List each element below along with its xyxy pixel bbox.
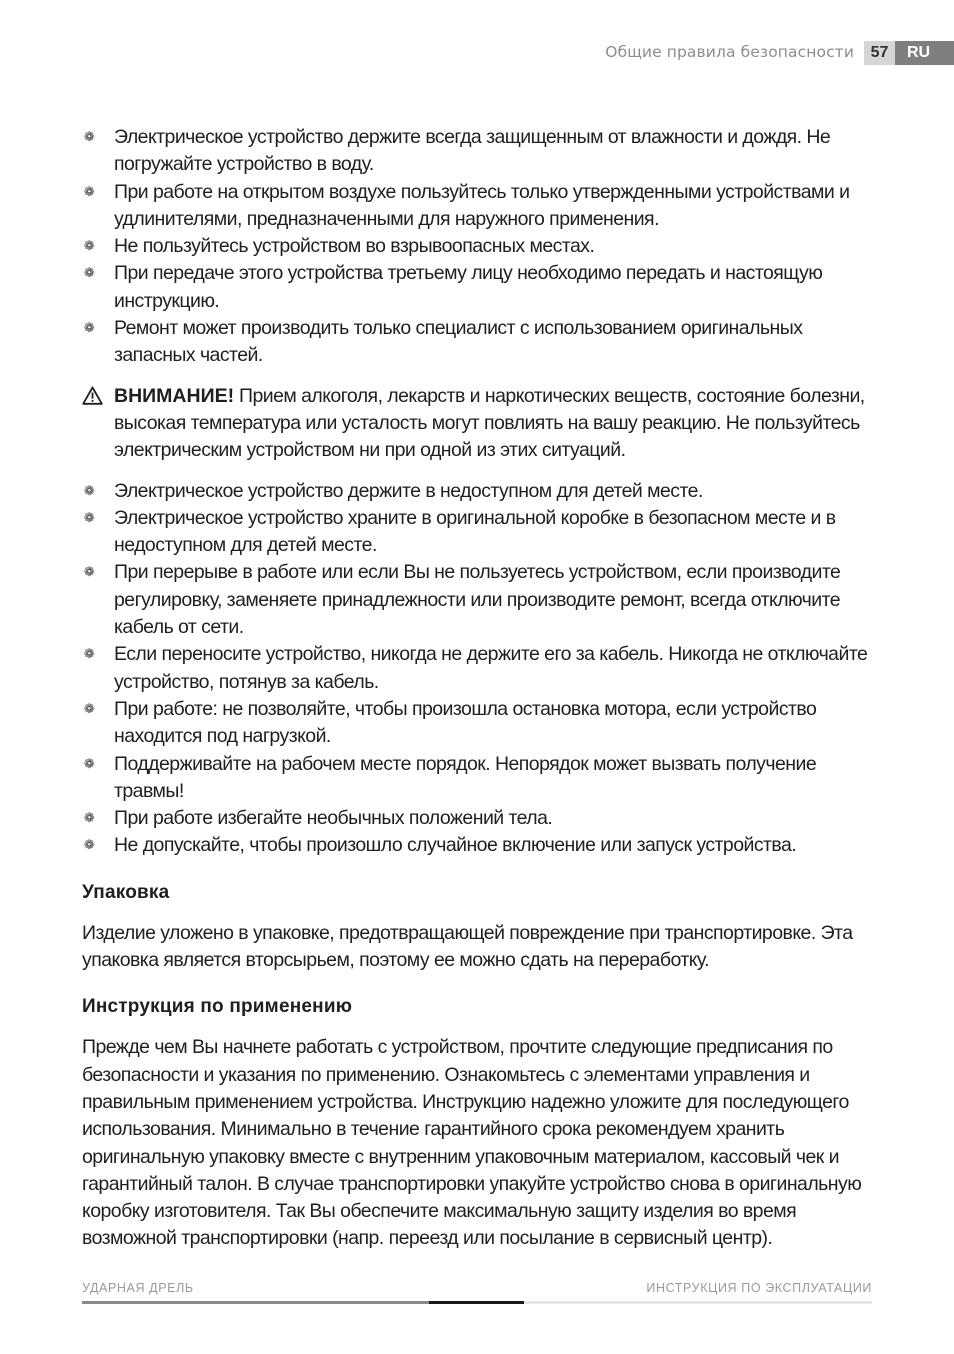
list-item-text: При перерыве в работе или если Вы не пользуетесь устройством, если производите регулировку, заменяете принадлежности или производите ремонт, всегда отключите кабель от сети. <box>114 561 841 639</box>
bullet-icon: ❁ <box>83 646 95 662</box>
list-item-text: Не допускайте, чтобы произошло случайное включение или запуск устройства. <box>114 834 797 857</box>
footer-rule-center <box>429 1301 524 1304</box>
bullet-icon: ❁ <box>83 320 95 336</box>
warning-triangle-icon <box>82 386 103 405</box>
list-item <box>82 179 878 234</box>
list-item-text: При работе избегайте необычных положений тела. <box>114 807 553 830</box>
running-header-title: Общие правила безопасности <box>605 43 854 61</box>
page-content <box>82 124 878 1253</box>
list-item <box>82 233 878 260</box>
safety-list-2 <box>82 478 878 860</box>
bullet-icon: ❁ <box>83 238 95 254</box>
bullet-icon: ❁ <box>83 129 95 144</box>
list-item-text: Не пользуйтесь устройством во взрывоопасных местах. <box>114 235 595 258</box>
footer-document-name: ИНСТРУКЦИЯ ПО ЭКСПЛУАТАЦИИ <box>646 1281 872 1295</box>
list-item <box>82 124 878 179</box>
list-item <box>82 641 878 696</box>
bullet-icon: ❁ <box>83 810 95 826</box>
list-item <box>82 315 878 370</box>
instructions-heading: Инструкция по применению <box>82 996 353 1018</box>
warning-block <box>82 383 878 465</box>
bullet-icon: ❁ <box>83 509 95 525</box>
bullet-icon: ❁ <box>83 183 95 199</box>
list-item <box>82 505 878 560</box>
footer-rule-right <box>524 1301 872 1304</box>
list-item <box>82 805 878 832</box>
footer-rule-left <box>82 1301 429 1304</box>
bullet-icon: ❁ <box>83 837 95 853</box>
list-item-text: Электрическое устройство держите всегда защищенным от влажности и дождя. Не погружайте устройство в воду. <box>114 126 831 176</box>
warning-text: Прием алкоголя, лекарств и наркотических веществ, состояние болезни, высокая температура или усталость могут повлиять на вашу реакцию. Не пользуйтесь электрическим устройством ни при одной из этих ситуаций. <box>114 384 865 462</box>
list-item <box>82 696 878 751</box>
list-item-text: При работе: не позволяйте, чтобы произошла остановка мотора, если устройство находится под нагрузкой. <box>114 697 817 748</box>
list-item-text: Если переносите устройство, никогда не держите его за кабель. Никогда не отключайте устройство, потянув за кабель. <box>114 643 868 693</box>
bullet-icon: ❁ <box>83 265 95 281</box>
bullet-icon: ❁ <box>83 482 95 498</box>
safety-list-1 <box>82 124 878 370</box>
page-number: 57 <box>864 41 895 65</box>
list-item-text: Поддерживайте на рабочем месте порядок. Непорядок может вызвать получение травмы! <box>114 752 817 802</box>
language-badge: RU <box>895 41 954 65</box>
instructions-text: Прежде чем Вы начнете работать с устройством, прочтите следующие предписания по безопасности и указания по применению. Ознакомьтесь с элементами управления и правильным применением устройства. Инструкцию надежно уложите для последующего использования. Минимально в течение гарантийного срока рекомендуем хранить оригинальную упаковку вместе с внутренним упаковочным материалом, кассовый чек и гарантийный талон. В случае транспортировки упакуйте устройство снова в оригинальную коробку изготовителя. Так Вы обеспечите максимальную защиту изделия во время возможной транспортировки (напр. переезд или посылание в сервисный центр). <box>82 1036 862 1250</box>
list-item <box>82 559 878 641</box>
warning-label: ВНИМАНИЕ! <box>114 384 235 407</box>
list-item-text: Электрическое устройство держите в недоступном для детей месте. <box>114 479 703 502</box>
list-item-text: При передаче этого устройства третьему лицу необходимо передать и настоящую инструкцию. <box>114 262 823 312</box>
bullet-icon: ❁ <box>83 700 95 716</box>
packaging-text: Изделие уложено в упаковке, предотвращающей повреждение при транспортировке. Эта упаковка является вторсырьем, поэтому ее можно сдать на переработку. <box>82 921 853 972</box>
packaging-heading: Упаковка <box>82 881 170 903</box>
bullet-icon: ❁ <box>83 755 95 771</box>
footer-product-name: УДАРНАЯ ДРЕЛЬ <box>82 1281 194 1295</box>
list-item <box>82 260 878 315</box>
list-item-text: Электрическое устройство храните в оригинальной коробке в безопасном месте и в недоступном для детей месте. <box>114 506 836 557</box>
list-item <box>82 751 878 806</box>
list-item <box>82 832 878 859</box>
list-item <box>82 478 878 505</box>
list-item-text: При работе на открытом воздухе пользуйтесь только утвержденными устройствами и удлинителями, предназначенными для наружного применения. <box>114 180 850 230</box>
list-item-text: Ремонт может производить только специалист с использованием оригинальных запасных частей. <box>114 317 803 367</box>
bullet-icon: ❁ <box>83 564 95 580</box>
